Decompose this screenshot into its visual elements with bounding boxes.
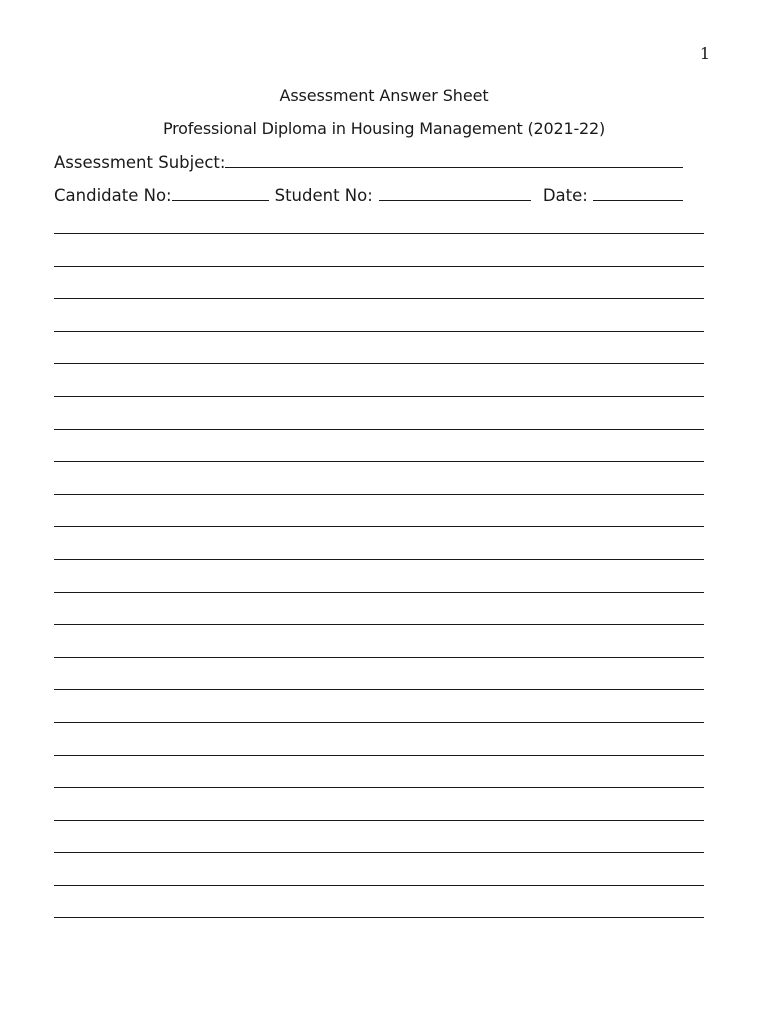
answer-line[interactable] [54, 820, 704, 853]
answer-line[interactable] [54, 624, 704, 657]
answer-line[interactable] [54, 559, 704, 592]
answer-line[interactable] [54, 396, 704, 429]
candidate-blank[interactable] [172, 186, 269, 201]
answer-line[interactable] [54, 722, 704, 755]
answer-line[interactable] [54, 689, 704, 722]
answer-line[interactable] [54, 885, 704, 918]
answer-line[interactable] [54, 526, 704, 559]
answer-lines [54, 233, 704, 950]
answer-line[interactable] [54, 755, 704, 788]
sheet-subtitle: Professional Diploma in Housing Management (2021-22) [162, 119, 606, 138]
subject-blank[interactable] [225, 153, 683, 168]
subject-row [54, 153, 683, 172]
candidate-label: Candidate No: [54, 186, 172, 205]
answer-line[interactable] [54, 233, 704, 266]
date-blank[interactable] [593, 186, 683, 201]
answer-line[interactable] [54, 461, 704, 494]
student-label: Student No: [274, 186, 373, 205]
student-blank[interactable] [379, 186, 531, 201]
answer-line[interactable] [54, 429, 704, 462]
answer-line[interactable] [54, 266, 704, 299]
date-label: Date: [542, 186, 588, 205]
answer-line[interactable] [54, 657, 704, 690]
page-number: 1 [699, 44, 710, 63]
answer-line[interactable] [54, 363, 704, 396]
sheet-title: Assessment Answer Sheet [279, 86, 489, 105]
answer-line[interactable] [54, 331, 704, 364]
subject-label: Assessment Subject: [54, 153, 226, 172]
answer-line[interactable] [54, 852, 704, 885]
answer-line[interactable] [54, 787, 704, 820]
answer-line[interactable] [54, 917, 704, 950]
ids-row [54, 186, 683, 205]
answer-line[interactable] [54, 592, 704, 625]
answer-line[interactable] [54, 494, 704, 527]
answer-line[interactable] [54, 298, 704, 331]
